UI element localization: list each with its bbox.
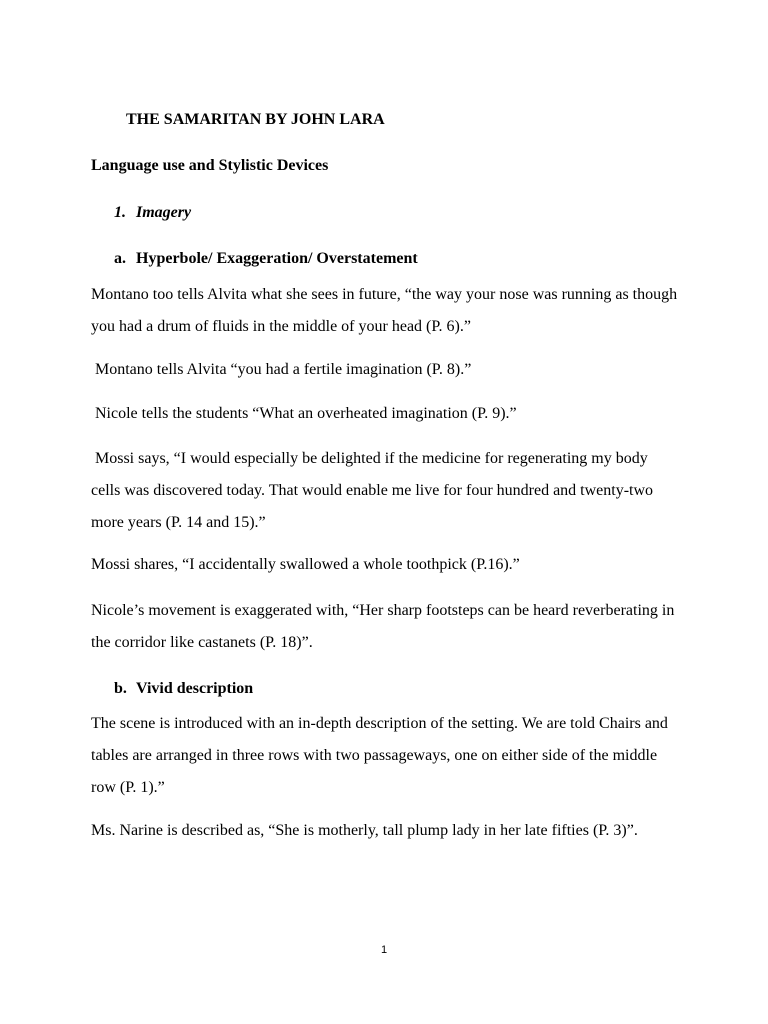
sub-label: Vivid description [136,680,254,697]
subheading-vivid-description [114,673,674,705]
paragraph: Nicole tells the students “What an overheated imagination (P. 9).” [91,405,517,422]
document-title: THE SAMARITAN BY JOHN LARA [126,111,385,128]
list-item-imagery [114,197,674,229]
sub-label: Hyperbole/ Exaggeration/ Overstatement [136,250,418,267]
list-label: Imagery [136,204,192,221]
sub-letter: a. [114,250,126,267]
paragraph: Ms. Narine is described as, “She is motherly, tall plump lady in her late fifties (P. 3)”. [91,822,638,839]
section-heading: Language use and Stylistic Devices [91,157,329,174]
paragraph: Montano tells Alvita “you had a fertile imagination (P. 8).” [91,361,472,378]
sub-letter: b. [114,680,127,697]
page-number: 1 [380,944,388,956]
paragraph: Montano too tells Alvita what she sees in future, “the way your nose was running as though you had a drum of fluids in the middle of your head (P. 6).” [91,286,678,335]
subheading-hyperbole [114,243,674,275]
paragraph: Nicole’s movement is exaggerated with, “Her sharp footsteps can be heard reverberating in the corridor like castanets (P. 18)”. [91,602,675,651]
paragraph: The scene is introduced with an in-depth description of the setting. We are told Chairs and tables are arranged in three rows with two passageways, one on either side of the middle row (P. 1).” [91,715,668,796]
list-number: 1. [114,204,126,221]
paragraph: Mossi says, “I would especially be delighted if the medicine for regenerating my body cells was discovered today. That would enable me live for four hundred and twenty-two more years (P. 14 and 15).” [91,450,658,531]
paragraph: Mossi shares, “I accidentally swallowed a whole toothpick (P.16).” [91,556,520,573]
